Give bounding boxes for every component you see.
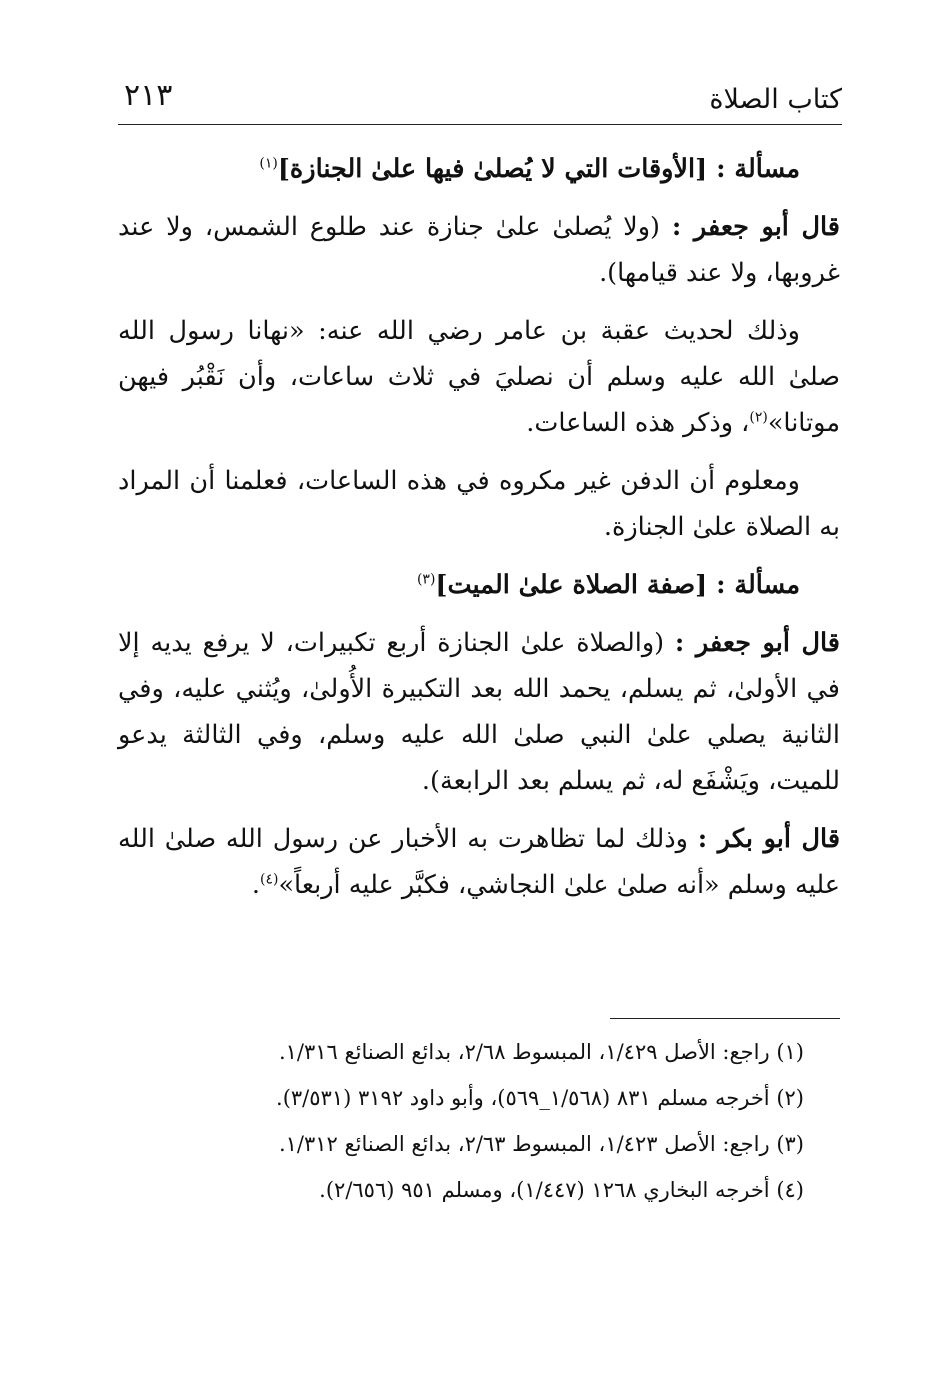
paragraph-text: وذلك لما تظاهرت به الأخبار عن رسول الله صلىٰ الله عليه وسلم «أنه صلىٰ علىٰ النجاشي، فكبَّر عليه أربعاً»	[118, 824, 840, 900]
section-heading-2	[118, 562, 840, 608]
footnote-ref: (٣)	[416, 571, 436, 588]
paragraph-text: (والصلاة علىٰ الجنازة أربع تكبيرات، لا يرفع يديه إلا في الأولىٰ، ثم يسلم، يحمد الله بعد التكبيرة الأُولىٰ، ويُثني عليه، وفي الثانية يصلي علىٰ النبي صلىٰ الله عليه وسلم، وفي الثالثة يدعو للميت، ويَشْفَع له، ثم يسلم بعد الرابعة).	[118, 628, 840, 796]
paragraph-text: وذلك لحديث عقبة بن عامر رضي الله عنه: «نهانا رسول الله صلىٰ الله عليه وسلم أن نصليَ في ثلاث ساعات، وأن نَقْبُر فيهن موتانا»	[118, 316, 840, 438]
footnote-item: (٤) أخرجه البخاري ١٢٦٨ (١/٤٤٧)، ومسلم ٩٥١ (٢/٦٥٦).	[319, 1178, 804, 1202]
main-text	[118, 146, 840, 920]
footnote-ref: (١)	[259, 155, 278, 172]
heading-title: [الأوقات التي لا يُصلىٰ فيها علىٰ الجنازة]	[277, 154, 708, 184]
speaker-lead: قال أبو جعفر :	[674, 628, 840, 658]
footnote-divider	[610, 1018, 840, 1019]
page-number: ٢١٣	[124, 78, 173, 113]
heading-label: مسألة :	[716, 570, 800, 600]
paragraph-text: (ولا يُصلىٰ علىٰ جنازة عند طلوع الشمس، ولا عند غروبها، ولا عند قيامها).	[118, 212, 840, 288]
footnote-ref: (٤)	[259, 871, 279, 888]
footnotes	[118, 1018, 840, 1213]
paragraph-text: ومعلوم أن الدفن غير مكروه في هذه الساعات، فعلمنا أن المراد به الصلاة علىٰ الجنازة.	[118, 466, 840, 542]
footnote-ref: (٢)	[749, 409, 768, 426]
footnote-item: (١) راجع: الأصل ١/٤٢٩، المبسوط ٢/٦٨، بدائع الصنائع ١/٣١٦.	[278, 1040, 804, 1064]
footnote-item: (٢) أخرجه مسلم ٨٣١ (١/٥٦٨_٥٦٩)، وأبو داود ٣١٩٢ (٣/٥٣١).	[276, 1086, 804, 1110]
heading-label: مسألة :	[716, 154, 800, 184]
speaker-lead: قال أبو جعفر :	[671, 212, 840, 242]
page-header	[118, 78, 842, 125]
paragraph	[118, 308, 840, 446]
footnote-item: (٣) راجع: الأصل ١/٤٢٣، المبسوط ٢/٦٣، بدائع الصنائع ١/٣١٢.	[278, 1132, 804, 1156]
heading-title: [صفة الصلاة علىٰ الميت]	[435, 570, 708, 600]
running-title: كتاب الصلاة	[709, 84, 842, 115]
paragraph-text: ، وذكر هذه الساعات.	[526, 408, 750, 438]
paragraph	[118, 458, 840, 550]
paragraph	[118, 204, 840, 296]
paragraph	[118, 620, 840, 804]
section-heading-1	[118, 146, 840, 192]
speaker-lead: قال أبو بكر :	[697, 824, 841, 854]
paragraph-end: .	[251, 870, 260, 900]
paragraph	[118, 816, 840, 908]
